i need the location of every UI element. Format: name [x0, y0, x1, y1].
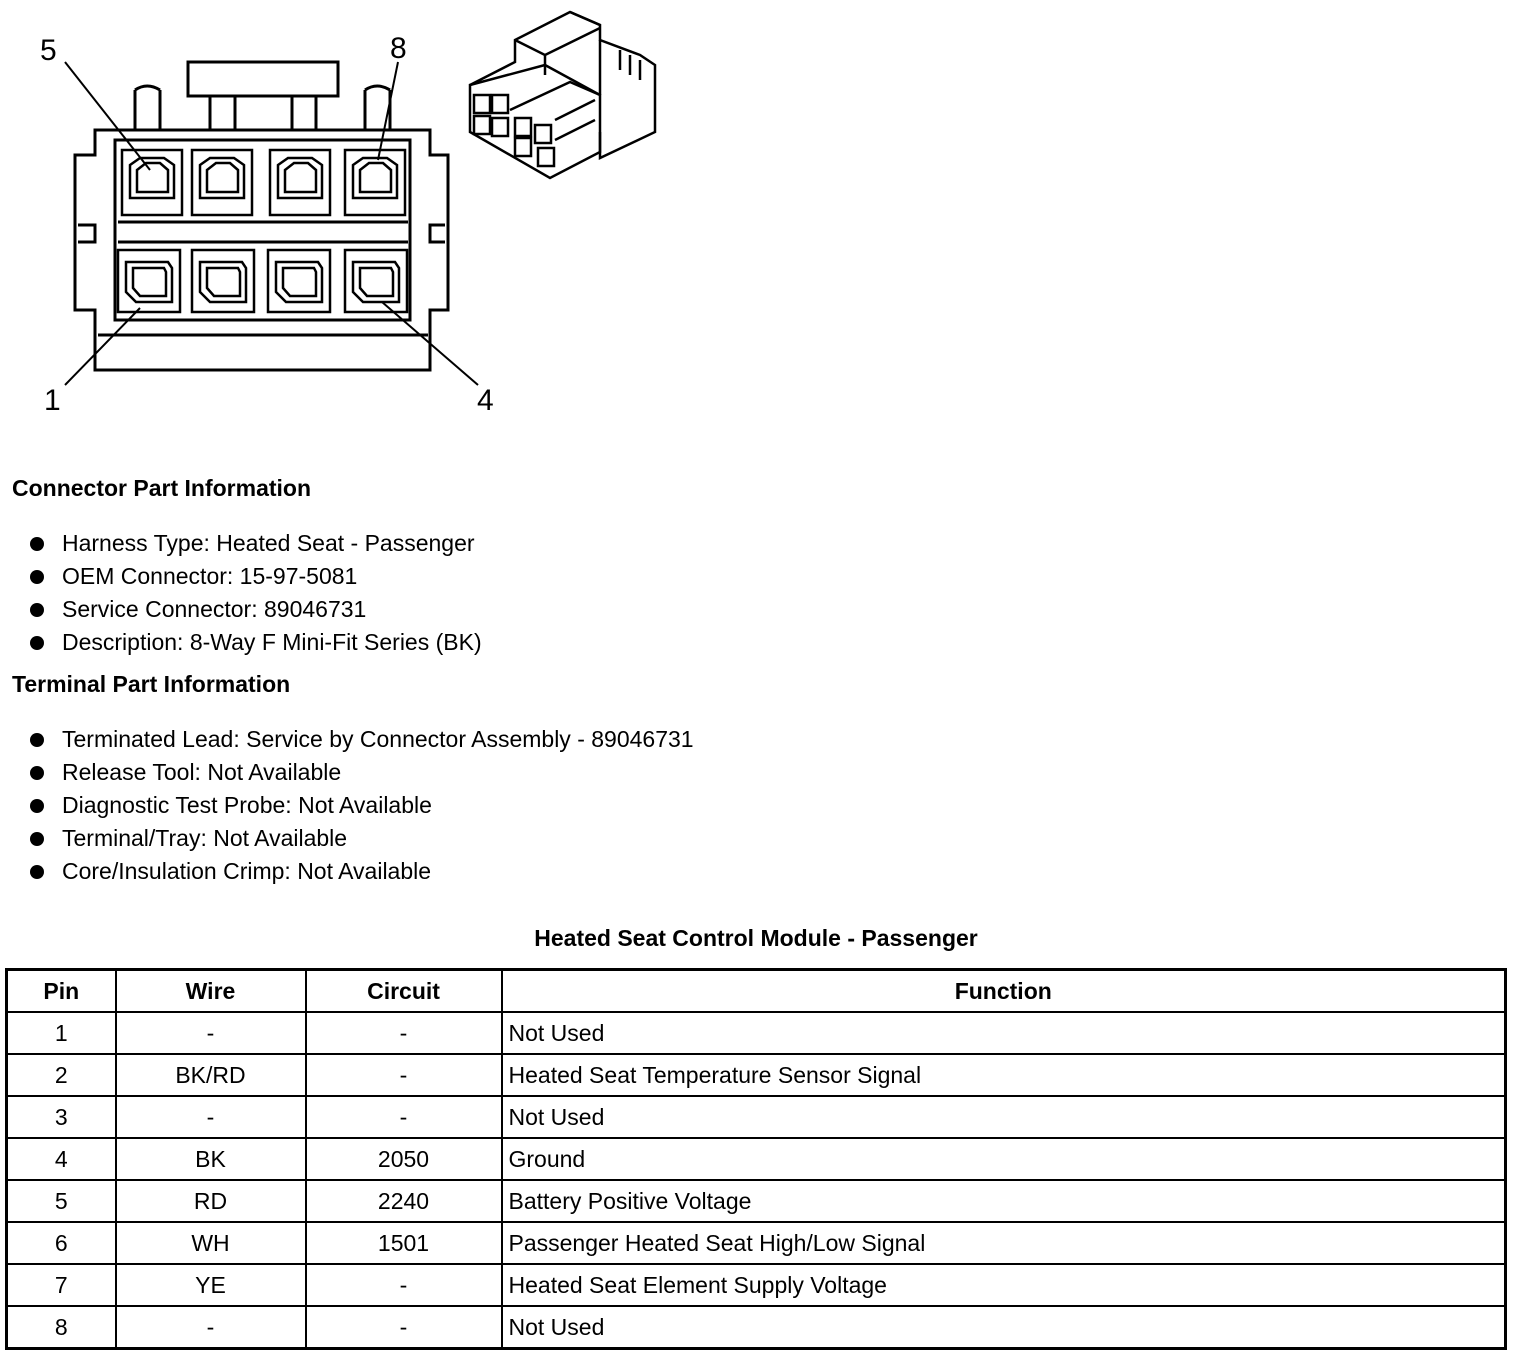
cell-circuit: -: [306, 1012, 502, 1054]
cell-wire: -: [116, 1096, 306, 1138]
cavity-4: [345, 250, 407, 312]
header-circuit: Circuit: [306, 970, 502, 1013]
cavity-3: [268, 250, 330, 312]
list-item: Harness Type: Heated Seat - Passenger: [30, 527, 482, 560]
cell-pin: 1: [7, 1012, 116, 1054]
cell-circuit: 2240: [306, 1180, 502, 1222]
list-item: Diagnostic Test Probe: Not Available: [30, 789, 694, 822]
cavity-2: [192, 250, 254, 312]
callout-pin-1: 1: [44, 384, 61, 417]
cell-function: Heated Seat Element Supply Voltage: [502, 1264, 1506, 1306]
cell-circuit: 1501: [306, 1222, 502, 1264]
terminal-info-list: [30, 723, 694, 888]
cell-function: Passenger Heated Seat High/Low Signal: [502, 1222, 1506, 1264]
cell-wire: BK/RD: [116, 1054, 306, 1096]
list-item: OEM Connector: 15-97-5081: [30, 560, 482, 593]
callout-pin-8: 8: [390, 32, 407, 65]
table-row: [7, 1096, 1506, 1138]
list-item: Description: 8-Way F Mini-Fit Series (BK): [30, 626, 482, 659]
connector-diagram: [0, 0, 700, 440]
table-row: [7, 1264, 1506, 1306]
table-row: [7, 1054, 1506, 1096]
table-row: [7, 1180, 1506, 1222]
cell-pin: 4: [7, 1138, 116, 1180]
cell-function: Not Used: [502, 1096, 1506, 1138]
cell-function: Ground: [502, 1138, 1506, 1180]
list-item: Terminated Lead: Service by Connector Assembly - 89046731: [30, 723, 694, 756]
cavity-1: [118, 250, 180, 312]
list-item: Core/Insulation Crimp: Not Available: [30, 855, 694, 888]
cell-wire: RD: [116, 1180, 306, 1222]
header-wire: Wire: [116, 970, 306, 1013]
table-row: [7, 1012, 1506, 1054]
cavity-8: [345, 150, 405, 215]
cell-wire: WH: [116, 1222, 306, 1264]
cell-pin: 2: [7, 1054, 116, 1096]
terminal-info-heading: Terminal Part Information: [12, 671, 291, 697]
cell-function: Battery Positive Voltage: [502, 1180, 1506, 1222]
table-row: [7, 1222, 1506, 1264]
cell-pin: 5: [7, 1180, 116, 1222]
cell-circuit: -: [306, 1096, 502, 1138]
callout-pin-4: 4: [477, 384, 494, 417]
connector-info-list: [30, 527, 482, 659]
cavity-6: [192, 150, 252, 215]
table-row: [7, 1138, 1506, 1180]
connector-info-heading: Connector Part Information: [12, 475, 312, 501]
pin-table-title: Heated Seat Control Module - Passenger: [534, 925, 978, 951]
table-row: [7, 1306, 1506, 1349]
cell-pin: 7: [7, 1264, 116, 1306]
cell-wire: -: [116, 1306, 306, 1349]
cell-pin: 3: [7, 1096, 116, 1138]
cell-circuit: 2050: [306, 1138, 502, 1180]
table-header-row: [7, 970, 1506, 1013]
cell-circuit: -: [306, 1054, 502, 1096]
cell-pin: 6: [7, 1222, 116, 1264]
cell-function: Heated Seat Temperature Sensor Signal: [502, 1054, 1506, 1096]
cavity-grid: [118, 150, 407, 312]
header-function: Function: [502, 970, 1506, 1013]
cavity-7: [270, 150, 330, 215]
cell-circuit: -: [306, 1306, 502, 1349]
list-item: Terminal/Tray: Not Available: [30, 822, 694, 855]
header-pin: Pin: [7, 970, 116, 1013]
list-item: Service Connector: 89046731: [30, 593, 482, 626]
cell-function: Not Used: [502, 1306, 1506, 1349]
list-item: Release Tool: Not Available: [30, 756, 694, 789]
cavity-5: [122, 150, 182, 215]
callout-pin-5: 5: [40, 34, 57, 67]
pin-table: [5, 968, 1507, 1350]
cell-pin: 8: [7, 1306, 116, 1349]
cell-wire: BK: [116, 1138, 306, 1180]
cell-circuit: -: [306, 1264, 502, 1306]
cell-wire: -: [116, 1012, 306, 1054]
cell-function: Not Used: [502, 1012, 1506, 1054]
cell-wire: YE: [116, 1264, 306, 1306]
connector-iso-view: [470, 12, 655, 178]
